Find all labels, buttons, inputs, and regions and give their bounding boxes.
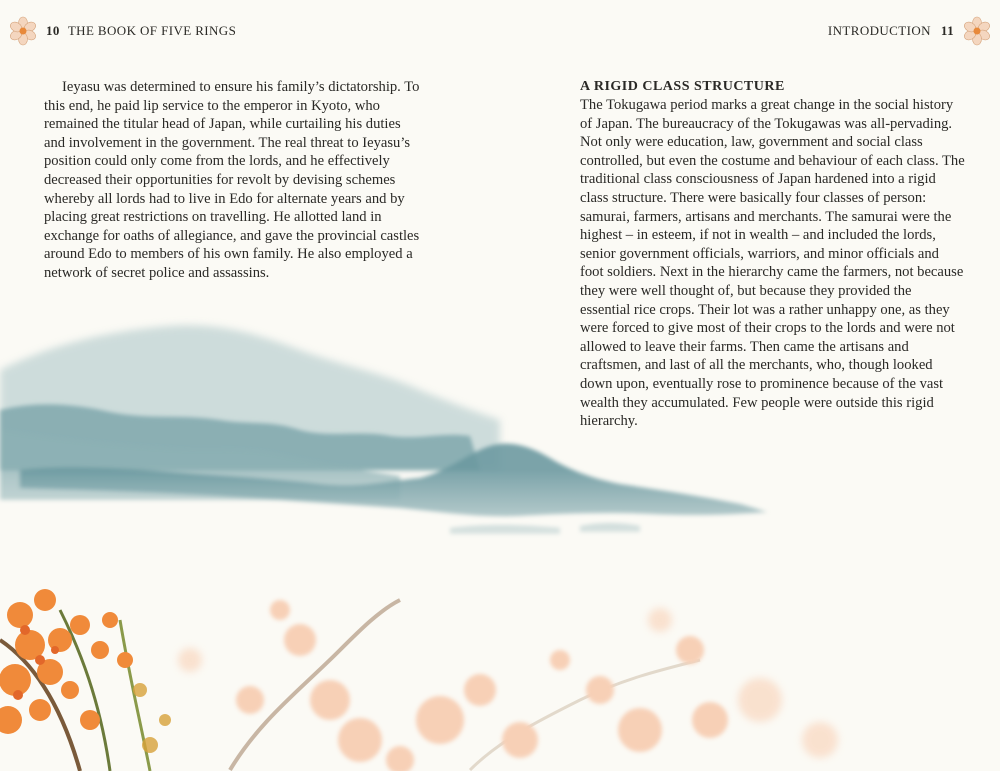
section-heading: A RIGID CLASS STRUCTURE [580, 79, 785, 94]
right-page-number: 11 [940, 23, 954, 38]
left-running-title: THE BOOK OF FIVE RINGS [67, 23, 237, 38]
right-column [580, 78, 965, 431]
flower-emblem-icon [8, 16, 38, 46]
body-paragraph: The Tokugawa period marks a great change in the social history of Japan. The bureaucracy of the Tokugawas was all-pervading. Not only were education, law, government and social class controlled, but even the costume and behaviour of each class. The traditional class consciousness of Japan hardened into a rigid class structure. There were basically four classes of person: samurai, farmers, artisans and merchants. The samurai were the highest – in esteem, if not in wealth – and included the lords, senior government officials, warriors, and minor officials and foot soldiers. Next in the hierarchy came the farmers, not because they were well thought of, but because they provided the essential rice crops. Their lot was a rather unhappy one, as they were forced to give most of their crops to the lords and were not allowed to leave their farms. Then came the artisans and craftsmen, and last of all the merchants, who, though looked down upon, eventually rose to prominence because of the vast wealth they accumulated. Few people were outside this rigid hierarchy. [580, 97, 965, 430]
orange-blossoms [0, 589, 171, 771]
pale-blossoms [178, 600, 838, 771]
right-running-head [828, 22, 992, 40]
left-column [44, 78, 424, 283]
left-running-head [8, 22, 236, 40]
body-paragraph: Ieyasu was determined to ensure his family’s dictatorship. To this end, he paid lip service to the emperor in Kyoto, who remained the titular head of Japan, while curtailing his duties and involvement in the government. The real threat to Ieyasu’s position could only come from the lords, and he effectively decreased their opportunities for revolt by devising schemes whereby all lords had to live in Edo for alternate years and by placing great restrictions on travelling. He allotted land in exchange for oaths of allegiance, and gave the provincial castles around Edo to members of his own family. He also employed a network of secret police and assassins. [44, 79, 420, 281]
flower-emblem-icon [962, 16, 992, 46]
left-page-number: 10 [46, 23, 60, 38]
right-running-title: INTRODUCTION [827, 23, 931, 38]
